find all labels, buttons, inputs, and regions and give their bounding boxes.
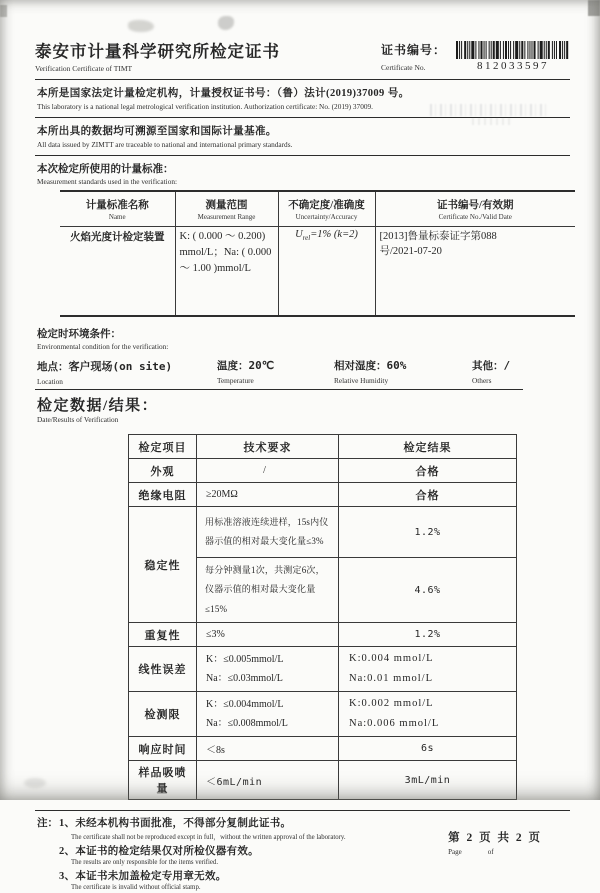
standards-col-certificate: 证书编号/有效期 Certificate No./Valid Date — [375, 191, 575, 227]
authorization-statement-cn: 本所是国家法定计量检定机构，计量授权证书号：（鲁）法计(2019)37009 号。 — [37, 88, 410, 99]
certificate-number-label-en: Certificate No. — [380, 63, 426, 72]
standards-col-range: 测量范围 Measurement Range — [175, 191, 278, 227]
results-heading — [35, 390, 570, 426]
traceability-statement-en: All data issued by ZIMTT are traceable to national and international primary standards. — [37, 140, 293, 149]
page-indicator-en-of: of — [487, 848, 494, 857]
environment-heading — [35, 321, 570, 355]
env-others: 其他：/ Others — [472, 359, 511, 385]
standards-col-name: 计量标准名称 Name — [60, 191, 175, 227]
results-col-result: 检定结果 — [339, 435, 517, 459]
standard-range: K: ( 0.000 ～ 0.200) mmol/L；Na: ( 0.000 ～ 1.00 )mmol/L — [175, 227, 278, 317]
page-indicator — [448, 829, 542, 856]
standards-row — [60, 227, 575, 317]
certificate-number-label: 证书编号： — [380, 43, 446, 57]
results-heading-cn: 检定数据/结果： — [37, 398, 159, 414]
barcode-image — [456, 41, 570, 59]
page-indicator-en-page: Page — [448, 848, 462, 857]
standard-name: 火焰光度计检定装置 — [70, 232, 165, 243]
environment-heading-cn: 检定时环境条件： — [37, 329, 121, 340]
page-title-en: Verification Certificate of TIMT — [35, 64, 133, 73]
table-row-stability-2: 每分钟测量1次，共测定6次，仪器示值的相对最大变化量≤15% 4.6% — [129, 558, 517, 623]
page-title: 泰安市计量科学研究所检定证书 — [35, 42, 280, 61]
environment-heading-en: Environmental condition for the verification: — [37, 342, 169, 351]
results-col-requirement: 技术要求 — [197, 435, 339, 459]
certificate-number-labels — [381, 41, 446, 72]
results-heading-en: Date/Results of Verification — [37, 415, 119, 424]
standard-uncertainty: $U_{rel}=1\%$ (k=2) — [278, 227, 375, 317]
table-row-linearity: 线性误差 K：≤0.005mmol/L Na：≤0.03mmol/L K:0.004 mmol/L Na:0.01 mmol/L — [129, 647, 517, 692]
standards-heading-cn: 本次检定所使用的计量标准： — [37, 164, 174, 175]
env-humidity: 相对湿度：60% Relative Humidity — [334, 359, 407, 385]
notes-label: 注： — [37, 818, 58, 830]
standards-col-uncertainty: 不确定度/准确度 Uncertainty/Accuracy — [278, 191, 375, 227]
certificate-barcode — [456, 41, 570, 72]
authorization-statement — [35, 80, 570, 117]
title-block — [35, 38, 280, 73]
traceability-statement-cn: 本所出具的数据均可溯源至国家和国际计量基准。 — [37, 126, 277, 137]
traceability-statement — [35, 118, 570, 155]
notes-items — [59, 815, 346, 893]
standard-certificate: [2013]鲁量标泰证字第088号/2021-07-20 — [375, 227, 575, 317]
table-row-repeatability: 重复性 ≤3% 1.2% — [129, 623, 517, 647]
certificate-number-block — [381, 38, 570, 72]
certificate-header — [35, 38, 570, 73]
note-1-cn: 1、未经本机构书面批准，不得部分复制此证书。 — [59, 818, 292, 830]
table-row-stability-1: 稳定性 用标准溶液连续进样，15s内仪器示值的相对最大变化量≤3% 1.2% — [129, 507, 517, 558]
results-table — [128, 434, 517, 800]
results-header-row — [129, 435, 517, 459]
standards-table — [60, 190, 575, 317]
certificate-number: 812033597 — [477, 60, 549, 72]
table-row-detection-limit: 检测限 K：≤0.004mmol/L Na：≤0.008mmol/L K:0.002 mmol/L Na:0.006 mmol/L — [129, 692, 517, 737]
page-indicator-cn: 第 2 页 共 2 页 — [448, 832, 542, 845]
table-row-appearance: 外观 / 合格 — [129, 459, 517, 483]
note-3-en: The certificate is invalid without official stamp. — [71, 884, 201, 892]
note-1-en: The certificate shall not be reproduced except in full，without the written approval of the laboratory. — [71, 834, 346, 842]
standards-heading — [35, 156, 570, 190]
standards-heading-en: Measurement standards used in the verification: — [37, 177, 178, 186]
authorization-statement-en: This laboratory is a national legal metrological verification institution. Authorization certificate: No. (2019) 37009. — [37, 102, 373, 111]
note-2-en: The results are only responsible for the items verified. — [71, 859, 219, 867]
table-row-aspiration: 样品吸喷量 ＜6mL/min 3mL/min — [129, 761, 517, 800]
results-col-item: 检定项目 — [129, 435, 197, 459]
table-row-response-time: 响应时间 ＜8s 6s — [129, 737, 517, 761]
footer — [35, 811, 570, 893]
table-row-insulation: 绝缘电阻 ≥20MΩ 合格 — [129, 483, 517, 507]
standards-header-row — [60, 191, 575, 227]
note-3-cn: 3、本证书未加盖检定专用章无效。 — [59, 871, 227, 883]
environment-fields — [35, 358, 570, 386]
note-2-cn: 2、本证书的检定结果仅对所检仪器有效。 — [59, 846, 259, 858]
env-location: 地点：客户现场(on site) Location — [37, 360, 173, 386]
env-temperature: 温度：20℃ Temperature — [217, 359, 275, 385]
